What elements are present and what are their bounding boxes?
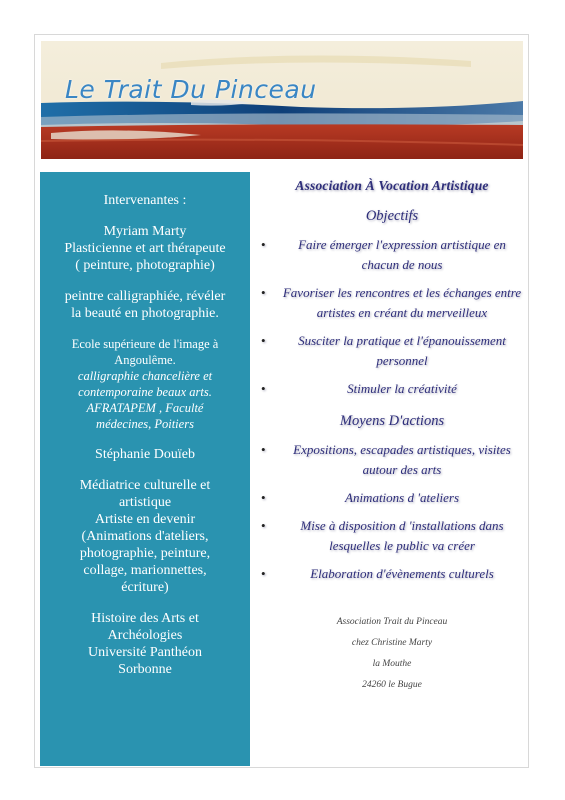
bullet: • [261,490,266,505]
speaker-1-training-line-3: AFRATAPEM , Faculté [86,401,204,415]
speaker-2-role-line-5: photographie, peinture, [79,546,211,561]
speaker-1-school-line-2: Angoulême. [114,353,176,367]
speaker-2-role-line-2: artistique [118,495,172,510]
objectives-list [257,235,527,399]
list-item: • Animations d 'ateliers [257,488,527,508]
bullet: • [261,285,266,300]
speaker-2-name: Stéphanie Douïeb [95,447,195,462]
list-item: • Stimuler la créativité [257,379,527,399]
speaker-2-role-line-6: collage, marionnettes, [83,563,207,578]
address-line-1: Association Trait du Pinceau [336,617,448,627]
speaker-1-role-line-2: ( peinture, photographie) [75,258,215,273]
postal-address [257,612,527,696]
speaker-2-role-line-3: Artiste en devenir [94,512,196,527]
list-item: • Expositions, escapades artistiques, visites autour des arts [261,442,511,477]
speaker-2-studies-line-1: Histoire des Arts et [91,611,199,626]
association-tagline: Association À Vocation Artistique [295,178,489,193]
speakers-heading: Intervenantes : [103,193,187,208]
list-item: • Susciter la pratique et l'épanouissement personnel [261,333,506,368]
list-item: • Elaboration d'évènements culturels [257,564,527,584]
actions-heading: Moyens D'actions [339,413,445,429]
speaker-2-role-line-7: écriture) [121,580,169,595]
speaker-2-studies-line-2: Archéologies [107,628,183,643]
speaker-1-desc-line-2: la beauté en photographie. [71,306,219,321]
bullet: • [261,381,266,396]
actions-list [257,440,527,584]
speaker-1-training-line-4: médecines, Poitiers [96,417,194,431]
speaker-1-training-line-2: contemporaine beaux arts. [78,385,212,399]
list-item: • Favoriser les rencontres et les échanges entre artistes en créant du merveilleux [261,285,522,320]
speaker-2-role-line-4: (Animations d'ateliers, [81,529,209,544]
banner-image [41,41,523,159]
speaker-1-school-line-1: Ecole supérieure de l'image à [71,337,219,351]
flyer-page [34,34,529,768]
association-panel [257,172,527,696]
objectives-heading: Objectifs [365,208,419,224]
speaker-2-role-line-1: Médiatrice culturelle et [79,478,211,493]
speaker-2-studies-line-4: Sorbonne [118,662,172,677]
bullet: • [261,333,266,348]
speaker-1-training-line-1: calligraphie chancelière et [77,369,213,383]
list-item: • Mise à disposition d 'installations dans lesquelles le public va créer [261,518,504,553]
bullet: • [261,237,266,252]
bullet: • [261,566,266,581]
address-line-3: la Mouthe [372,659,412,669]
speaker-1-desc-line-1: peintre calligraphiée, révéler [64,289,226,304]
speaker-2-studies-line-3: Université Panthéon [88,645,202,660]
speakers-panel [40,172,250,766]
bullet: • [261,518,266,533]
brand-title: Le Trait Du Pinceau [65,75,317,104]
list-item: • Faire émerger l'expression artistique en chacun de nous [261,237,506,272]
address-line-2: chez Christine Marty [351,638,433,648]
speaker-1-role-line-1: Plasticienne et art thérapeute [64,241,226,256]
address-line-4: 24260 le Bugue [362,680,422,690]
speaker-1-name: Myriam Marty [103,224,187,239]
bullet: • [261,442,266,457]
